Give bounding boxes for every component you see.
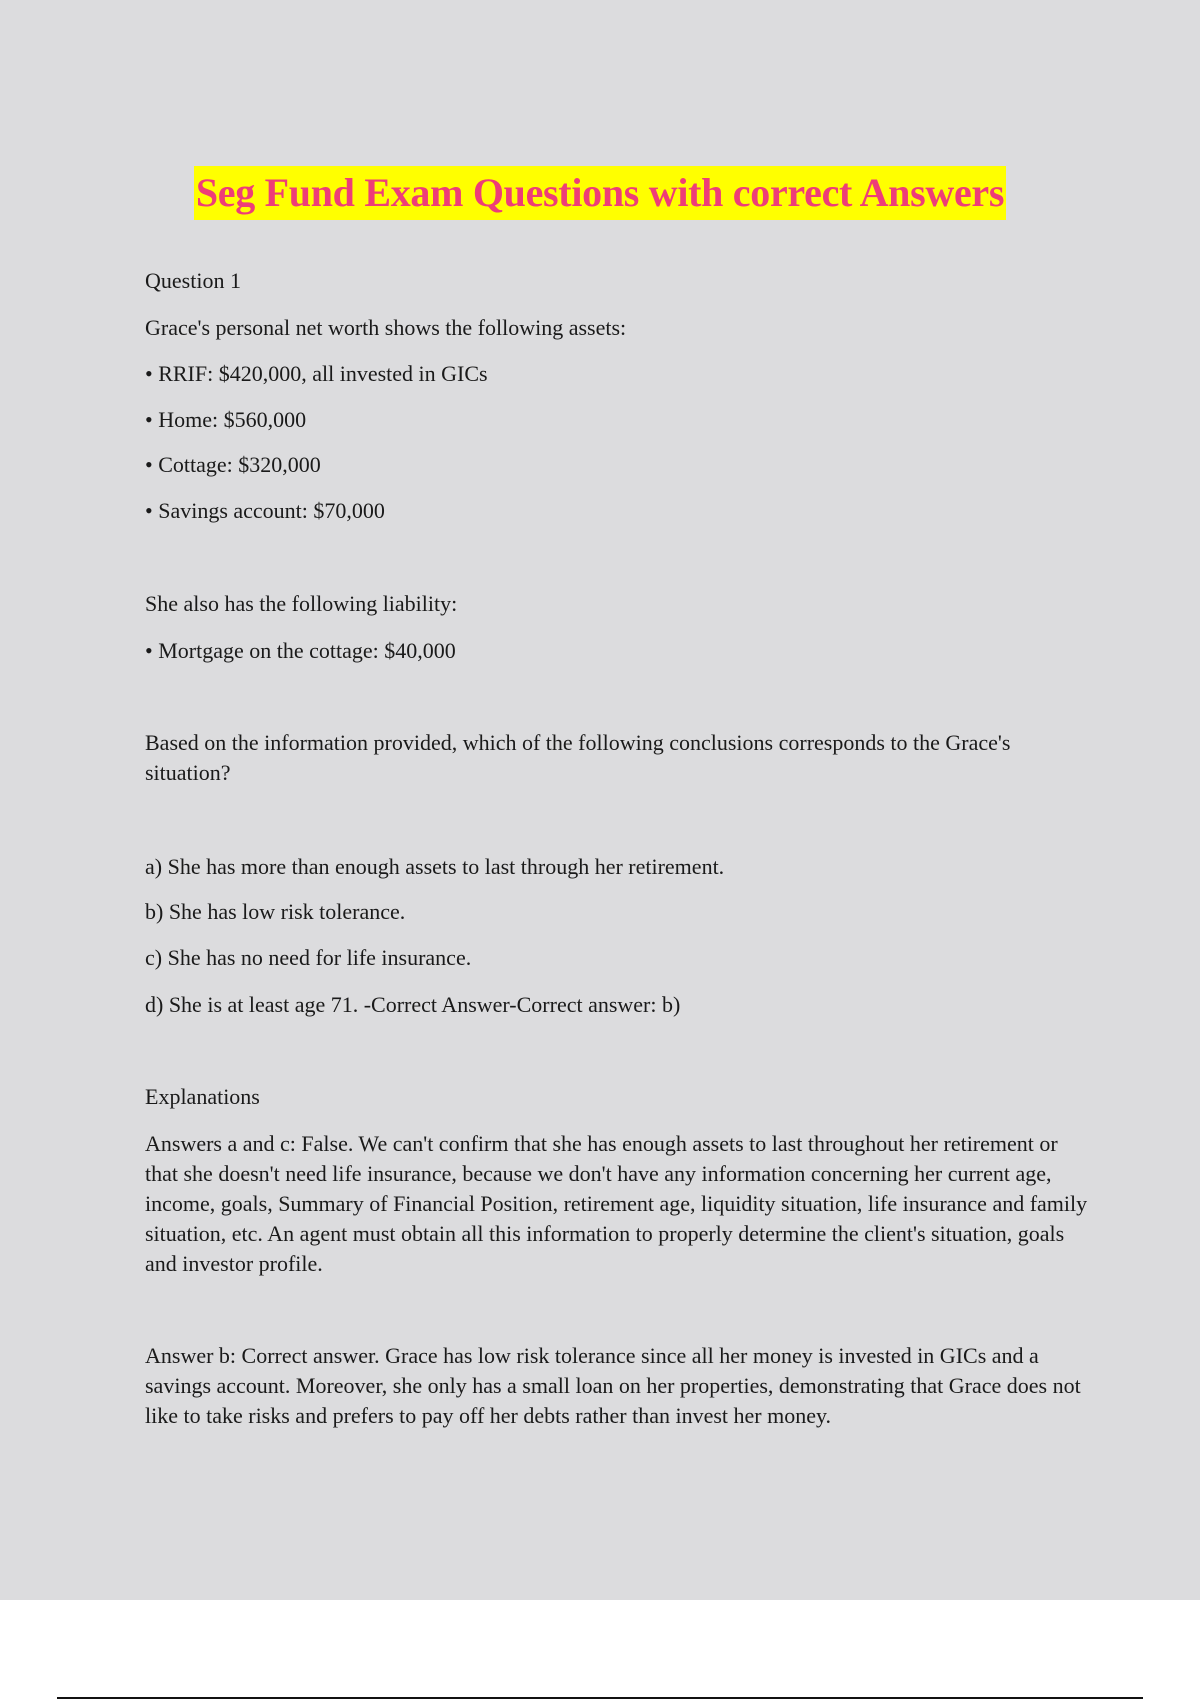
option-b: b) She has low risk tolerance. bbox=[145, 899, 406, 924]
option-d: d) She is at least age 71. -Correct Answer-Correct answer: b) bbox=[145, 992, 681, 1017]
question-heading: Question 1 bbox=[145, 268, 241, 293]
document-title: Seg Fund Exam Questions with correct Answers bbox=[194, 166, 1006, 220]
explanation-b: Answer b: Correct answer. Grace has low risk tolerance since all her money is invested in GICs and a savings account. Moreover, she only has a small loan on her properties, demonstrating that Grace does not like to take risks and prefers to pay off her debts rather than invest her money. bbox=[145, 1343, 1081, 1428]
asset-item-home: • Home: $560,000 bbox=[145, 407, 307, 432]
question-text: Based on the information provided, which of the following conclusions corresponds to the Grace's situation? bbox=[145, 730, 1011, 785]
asset-item-savings: • Savings account: $70,000 bbox=[145, 498, 385, 523]
asset-item-cottage: • Cottage: $320,000 bbox=[145, 452, 321, 477]
option-a: a) She has more than enough assets to last through her retirement. bbox=[145, 854, 725, 879]
option-c: c) She has no need for life insurance. bbox=[145, 945, 472, 970]
liability-intro: She also has the following liability: bbox=[145, 591, 458, 616]
title-container bbox=[0, 166, 1200, 220]
liability-item-mortgage: • Mortgage on the cottage: $40,000 bbox=[145, 638, 456, 663]
explanation-a-and-c: Answers a and c: False. We can't confirm that she has enough assets to last throughout her retirement or that she doesn't need life insurance, because we don't have any information concerning her current age, income, goals, Summary of Financial Position, retirement age, liquidity situation, life insurance and family situation, etc. An agent must obtain all this information to properly determine the client's situation, goals and investor profile. bbox=[145, 1131, 1088, 1276]
asset-item-rrif: • RRIF: $420,000, all invested in GICs bbox=[145, 361, 488, 386]
assets-intro: Grace's personal net worth shows the following assets: bbox=[145, 315, 627, 340]
footer-rule bbox=[57, 1697, 1143, 1699]
explanations-heading: Explanations bbox=[145, 1084, 260, 1109]
